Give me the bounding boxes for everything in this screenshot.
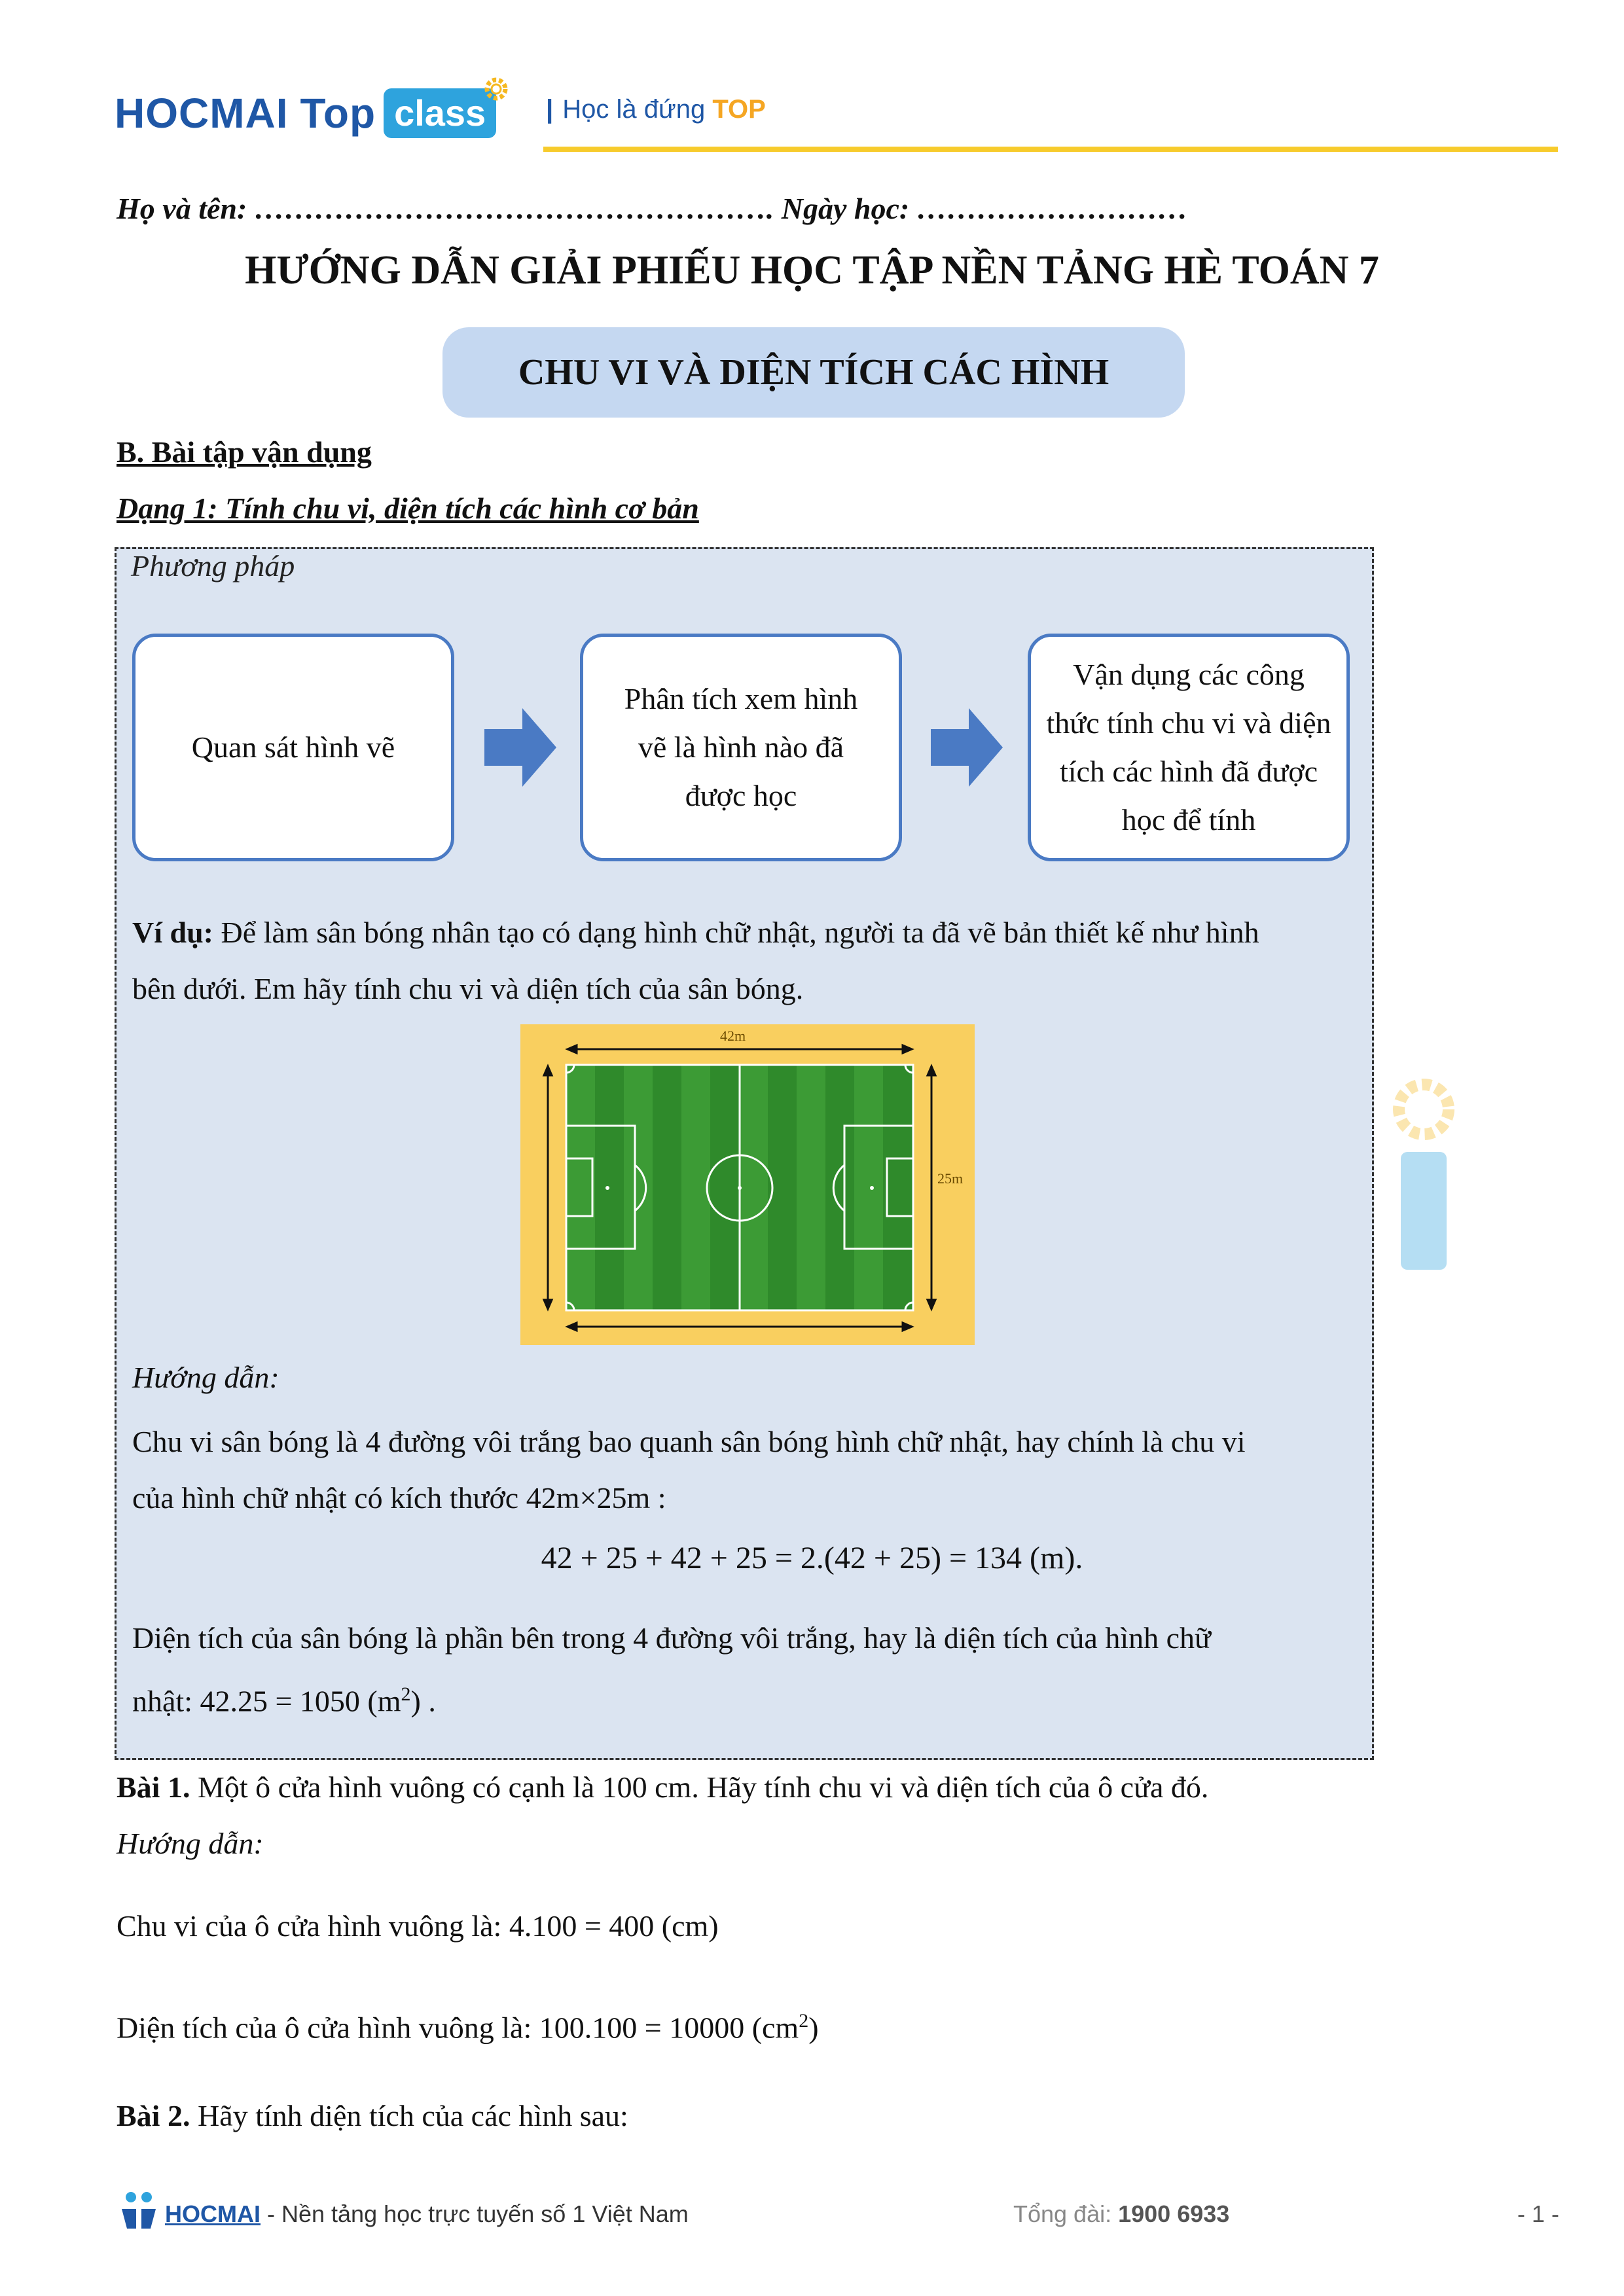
exercise-1-text: Một ô cửa hình vuông có cạnh là 100 cm. Hãy tính chu vi và diện tích của ô cửa đó. [190, 1770, 1209, 1804]
exercise-1-guide-label: Hướng dẫn: [117, 1827, 264, 1860]
square-area [117, 1993, 819, 2056]
footer-brand-link[interactable]: HOCMAI [165, 2200, 261, 2227]
flow-step-text: Phân tích xem hình vẽ là hình nào đã được học [624, 682, 858, 812]
exercise-2 [117, 2088, 628, 2144]
hotline-number: 1900 6933 [1118, 2200, 1230, 2227]
area-line-end: ) . [410, 1684, 436, 1718]
solution-label: Hướng dẫn: [132, 1361, 280, 1394]
tagline-separator: | [546, 95, 554, 124]
perimeter-formula: 42 + 25 + 42 + 25 = 2.(42 + 25) = 134 (m). [541, 1541, 1083, 1575]
hotline-label: Tổng đài: [1013, 2200, 1119, 2227]
gear-icon [480, 73, 512, 105]
tagline-top: TOP [712, 95, 766, 124]
square-area-end: ) [808, 2011, 819, 2045]
student-info-line: Họ và tên: ……………………………………………. Ngày học: ……………………… [117, 192, 1188, 225]
example-text [132, 905, 1259, 1017]
example-line-2: bên dưới. Em hãy tính chu vi và diện tích của sân bóng. [132, 972, 804, 1005]
hocmai-topclass-logo [115, 77, 496, 149]
hocmai-footer-logo-icon [118, 2189, 160, 2231]
flow-step-3 [1028, 634, 1350, 861]
right-arrow-icon [484, 708, 556, 787]
area-exponent: 2 [401, 1683, 411, 1705]
example-label: Ví dụ: [132, 916, 213, 949]
perimeter-line-2: của hình chữ nhật có kích thước 42m×25m : [132, 1481, 666, 1515]
flow-step-text: Vận dụng các công thức tính chu vi và diện tích các hình đã được học để tính [1046, 658, 1331, 836]
exercise-2-label: Bài 2. [117, 2099, 190, 2132]
flow-step-2 [580, 634, 902, 861]
area-explanation [132, 1610, 1211, 1729]
perimeter-line-1: Chu vi sân bóng là 4 đường vôi trắng bao quanh sân bóng hình chữ nhật, hay chính là chu vi [132, 1425, 1246, 1458]
logo-class-badge: class [384, 88, 496, 138]
footer-slogan-text: - Nền tảng học trực tuyến số 1 Việt Nam [261, 2200, 689, 2227]
header-tagline [546, 95, 766, 124]
field-width-label: 42m [720, 1028, 746, 1044]
section-heading: B. Bài tập vận dụng [117, 435, 372, 469]
example-line-1: Để làm sân bóng nhân tạo có dạng hình chữ nhật, người ta đã vẽ bản thiết kế như hình [213, 916, 1259, 949]
method-label: Phương pháp [131, 549, 295, 583]
square-area-exponent: 2 [799, 2010, 809, 2032]
football-field-diagram [520, 1024, 975, 1345]
area-line-1: Diện tích của sân bóng là phần bên trong 4 đường vôi trắng, hay là diện tích của hình chữ [132, 1621, 1211, 1655]
tagline-prefix: Học là đứng [562, 95, 713, 124]
square-perimeter: Chu vi của ô cửa hình vuông là: 4.100 = 400 (cm) [117, 1909, 719, 1943]
header-divider [543, 147, 1558, 152]
flow-step-1 [132, 634, 454, 861]
exercise-type-heading: Dạng 1: Tính chu vi, diện tích các hình cơ bản [117, 492, 699, 525]
topic-subtitle: CHU VI VÀ DIỆN TÍCH CÁC HÌNH [442, 327, 1185, 418]
footer-slogan [165, 2200, 689, 2228]
flow-step-text: Quan sát hình vẽ [191, 730, 395, 764]
field-height-label: 25m [937, 1170, 964, 1187]
footer-hotline [1013, 2200, 1229, 2228]
exercise-1-label: Bài 1. [117, 1770, 190, 1804]
square-area-text: Diện tích của ô cửa hình vuông là: 100.100 = 10000 (cm [117, 2011, 799, 2045]
logo-top-text: Top [300, 90, 376, 137]
exercise-1 [117, 1759, 1208, 1816]
logo-hocmai-text: HOCMAI [115, 90, 289, 137]
area-line-2: nhật: 42.25 = 1050 (m [132, 1684, 401, 1718]
watermark-gear-icon [1388, 1073, 1460, 1276]
page-title: HƯỚNG DẪN GIẢI PHIẾU HỌC TẬP NỀN TẢNG HÈ TOÁN 7 [245, 248, 1379, 293]
right-arrow-icon [931, 708, 1003, 787]
page-number: - 1 - [1517, 2200, 1560, 2227]
exercise-2-text: Hãy tính diện tích của các hình sau: [190, 2099, 628, 2132]
perimeter-explanation [132, 1414, 1246, 1526]
